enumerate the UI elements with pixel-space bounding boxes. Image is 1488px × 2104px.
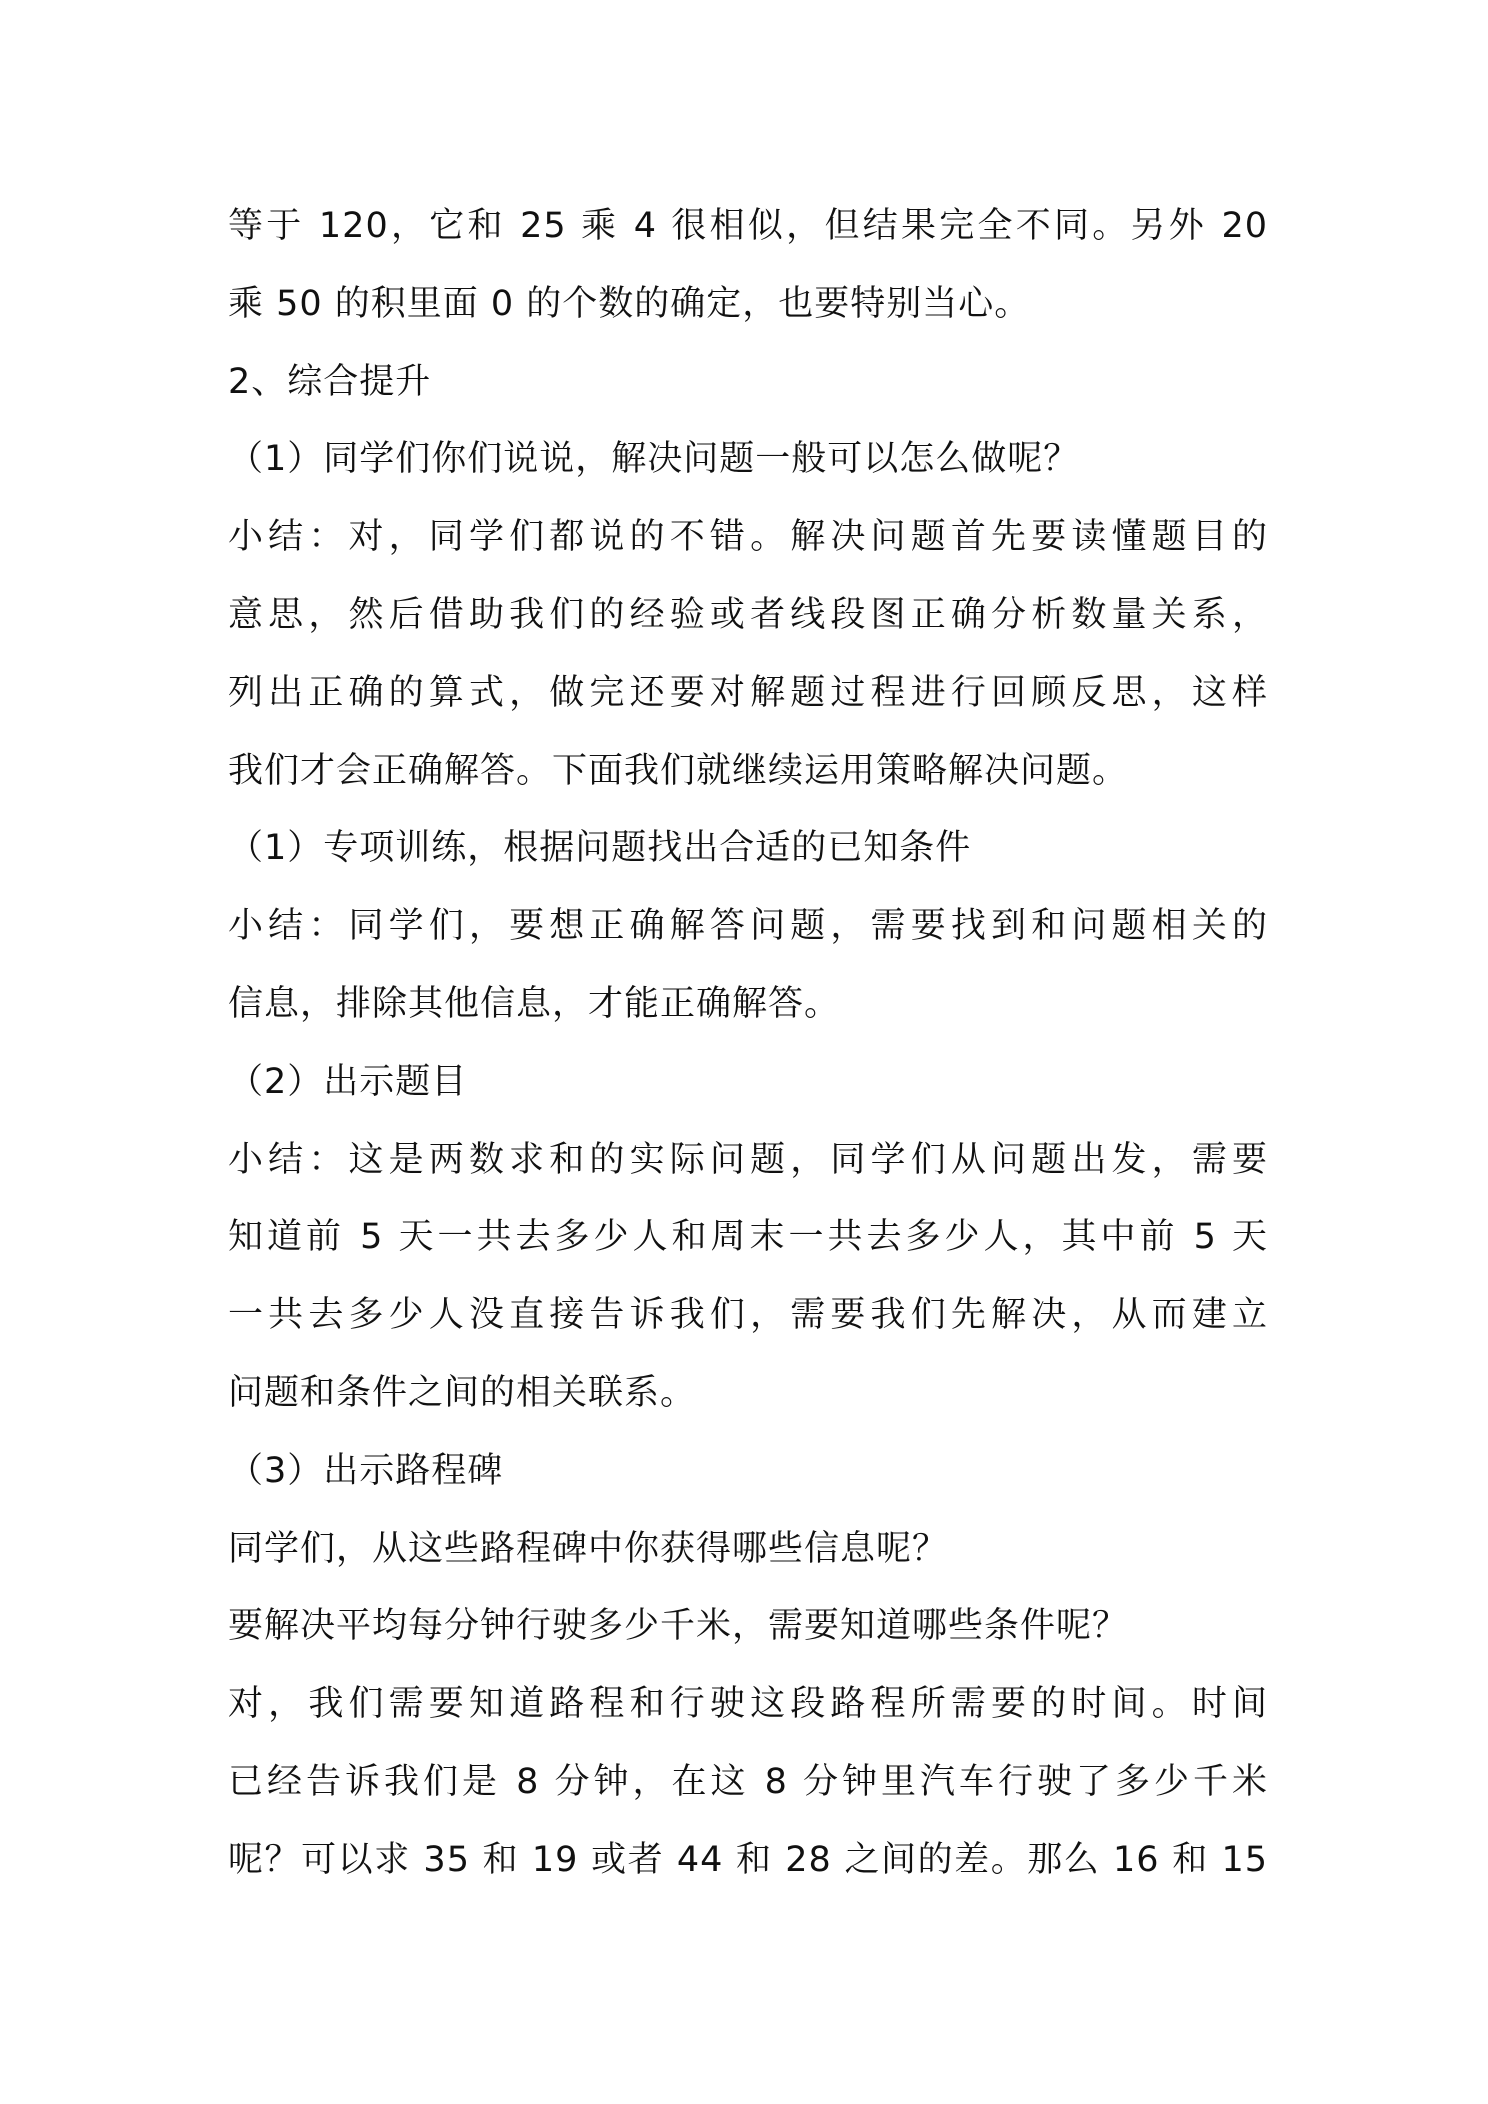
text-line: （3）出示路程碑 [228, 1450, 504, 1491]
text-line: 小结：这是两数求和的实际问题，同学们从问题出发，需要 [228, 1139, 1268, 1180]
text-line: 等于 120，它和 25 乘 4 很相似，但结果完全不同。另外 20 [228, 206, 1268, 246]
text-line: 呢？可以求 35 和 19 或者 44 和 28 之间的差。那么 16 和 15 [228, 1839, 1268, 1880]
text-line: （1）专项训练，根据问题找出合适的已知条件 [228, 828, 972, 869]
text-line: 要解决平均每分钟行驶多少千米，需要知道哪些条件呢？ [228, 1606, 1129, 1647]
text-line: 一共去多少人没直接告诉我们，需要我们先解决，从而建立 [228, 1295, 1268, 1336]
text-line: 列出正确的算式，做完还要对解题过程进行回顾反思，这样 [228, 672, 1268, 713]
text-line: 问题和条件之间的相关联系。 [228, 1372, 697, 1413]
text-line: 意思，然后借助我们的经验或者线段图正确分析数量关系， [228, 594, 1268, 635]
text-line: 信息，排除其他信息，才能正确解答。 [228, 983, 841, 1024]
text-line: 乘 50 的积里面 0 的个数的确定，也要特别当心。 [228, 283, 1031, 324]
text-line: （1）同学们你们说说，解决问题一般可以怎么做呢？ [228, 439, 1080, 480]
text-line: 知道前 5 天一共去多少人和周末一共去多少人，其中前 5 天 [228, 1217, 1268, 1258]
text-line: 我们才会正确解答。下面我们就继续运用策略解决问题。 [228, 750, 1129, 791]
body-text [228, 188, 1268, 1900]
text-line: 小结：对，同学们都说的不错。解决问题首先要读懂题目的 [228, 517, 1268, 558]
text-line: 小结：同学们，要想正确解答问题，需要找到和问题相关的 [228, 906, 1268, 947]
text-line: 已经告诉我们是 8 分钟，在这 8 分钟里汽车行驶了多少千米 [228, 1761, 1268, 1802]
text-line: 同学们，从这些路程碑中你获得哪些信息呢？ [228, 1528, 949, 1569]
section-heading: 2、综合提升 [228, 361, 432, 402]
text-line: （2）出示题目 [228, 1061, 468, 1102]
text-line: 对，我们需要知道路程和行驶这段路程所需要的时间。时间 [228, 1684, 1268, 1725]
